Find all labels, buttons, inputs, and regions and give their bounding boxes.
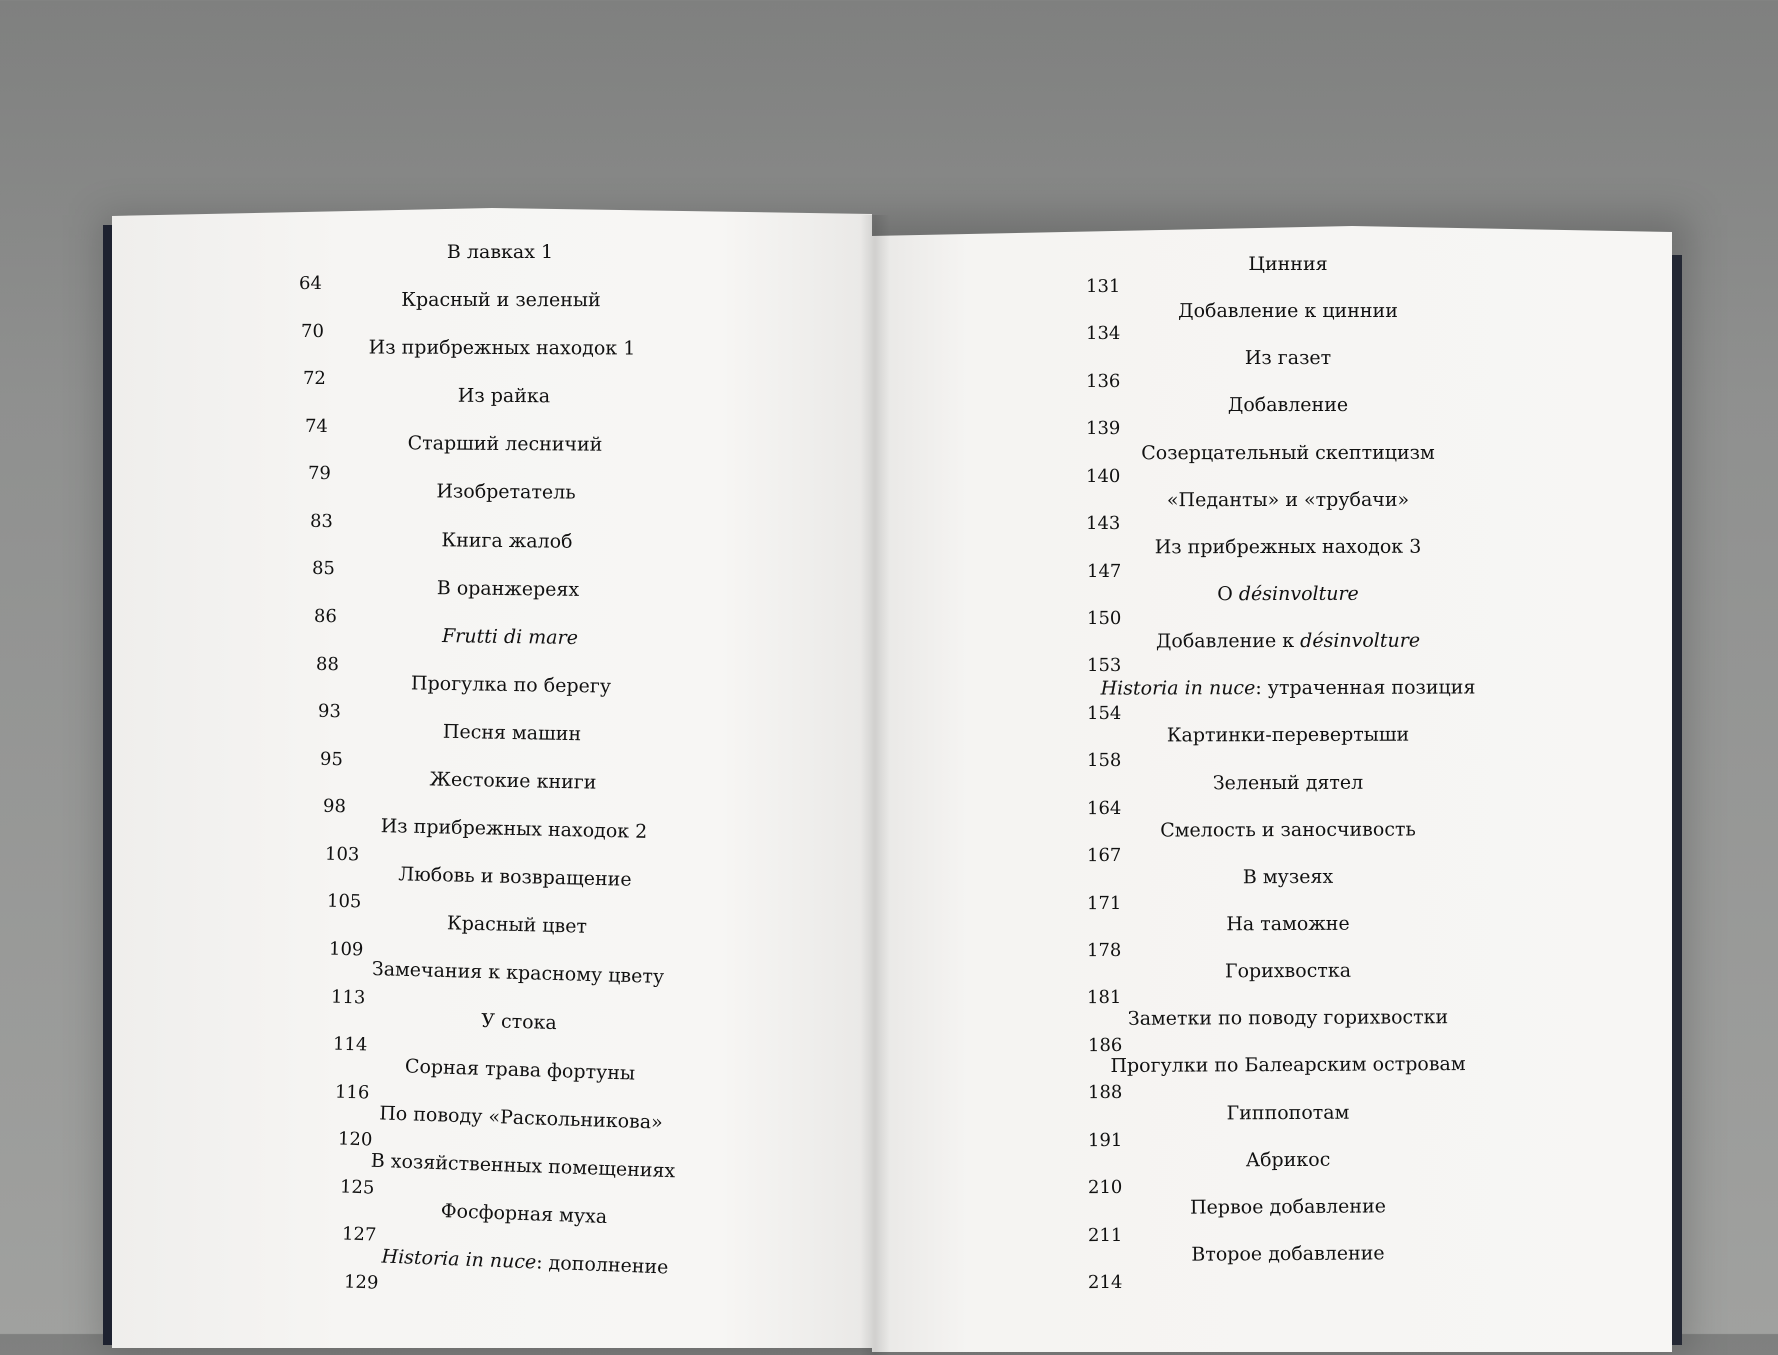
left-toc-page-number: 64: [299, 273, 322, 294]
left-toc-page-number: 125: [339, 1176, 375, 1199]
right-toc-title: Первое добавление: [1189, 1195, 1387, 1219]
right-toc-page-number: 150: [1086, 607, 1122, 630]
left-toc-title: Песня машин: [442, 720, 582, 746]
right-toc-page-number: 211: [1087, 1224, 1123, 1246]
right-toc-title: Из газет: [1244, 347, 1332, 370]
right-toc-page-number: 186: [1087, 1034, 1122, 1056]
right-toc-title: Добавление к désinvolture: [1155, 629, 1421, 653]
left-toc-title: Frutti di mare: [441, 624, 578, 649]
left-toc-title: Красный и зеленый: [401, 288, 601, 312]
left-toc-page-number: 88: [315, 653, 340, 675]
right-toc-title: Из прибрежных находок 3: [1154, 535, 1422, 559]
left-toc-title: Замечания к красному цвету: [371, 958, 665, 989]
left-toc-title: Из прибрежных находок 1: [369, 336, 636, 360]
left-toc-title: Красный цвет: [446, 912, 587, 939]
right-toc-title: Добавление: [1227, 394, 1349, 417]
left-toc-title: Книга жалоб: [441, 528, 573, 553]
right-toc-title: Добавление к циннии: [1178, 300, 1398, 323]
left-toc-title: Любовь и возвращение: [398, 863, 633, 892]
right-toc-title: В музеях: [1242, 865, 1334, 889]
right-toc-page-number: 171: [1087, 892, 1122, 914]
right-toc-title: Historia in nuce: утраченная позиция: [1100, 676, 1476, 700]
right-toc-page-number: 167: [1087, 845, 1122, 867]
left-toc-title: Historia in nuce: дополнение: [381, 1245, 669, 1279]
right-toc-page-number: 140: [1086, 465, 1121, 487]
left-toc-title: В оранжереях: [436, 576, 580, 601]
left-toc-title: Изобретатель: [436, 480, 576, 505]
left-toc-title: Старший лесничий: [407, 432, 603, 457]
left-toc-page-number: 109: [328, 938, 364, 961]
left-toc-title: Прогулка по берегу: [410, 672, 611, 698]
left-toc-page-number: 70: [301, 320, 325, 342]
left-toc-page-number: 85: [311, 558, 335, 580]
right-toc-title: Картинки-перевертыши: [1166, 724, 1410, 747]
right-toc-title: Зеленый дятел: [1212, 771, 1364, 794]
left-toc-page-number: 93: [318, 700, 342, 723]
right-toc-page-number: 131: [1086, 276, 1121, 297]
left-toc-page-number: 114: [332, 1033, 368, 1056]
right-toc-title: На таможне: [1226, 912, 1350, 936]
right-toc-page-number: 147: [1086, 560, 1121, 582]
left-toc-page-number: 113: [330, 986, 366, 1009]
right-toc-page-number: 210: [1087, 1177, 1123, 1199]
right-toc-page-number: 136: [1086, 370, 1121, 392]
right-toc-title: «Педанты» и «трубачи»: [1166, 488, 1410, 511]
left-toc-page-number: 79: [307, 463, 331, 485]
right-toc-page-number: 191: [1087, 1129, 1123, 1151]
left-toc-page-number: 98: [322, 796, 346, 818]
right-toc-page-number: 178: [1087, 939, 1122, 962]
right-toc-page-number: 188: [1087, 1082, 1123, 1104]
right-toc-page-number: 158: [1086, 750, 1122, 772]
right-toc-title: Созерцательный скептицизм: [1141, 441, 1435, 464]
left-toc-title: По поводу «Раскольникова»: [379, 1102, 664, 1134]
right-toc-title: Горихвостка: [1224, 959, 1352, 983]
left-toc-page-number: 103: [324, 843, 360, 866]
left-toc-title: В хозяйственных помещениях: [370, 1149, 676, 1183]
right-toc-title: О désinvolture: [1217, 582, 1359, 606]
right-toc-title: Прогулки по Балеарским островам: [1110, 1053, 1466, 1078]
right-toc-page-number: 134: [1086, 323, 1121, 345]
right-toc-page-number: 214: [1087, 1271, 1123, 1294]
left-toc-title: У стока: [480, 1009, 558, 1034]
left-toc-title: Из райка: [457, 385, 550, 408]
right-toc-title: Заметки по поводу горихвостки: [1127, 1006, 1449, 1031]
right-toc-page-number: 143: [1086, 513, 1121, 535]
left-toc-title: Из прибрежных находок 2: [380, 815, 648, 844]
left-toc-page-number: 72: [303, 368, 327, 390]
left-toc-page-number: 105: [326, 891, 362, 913]
right-toc-title: Гиппопотам: [1226, 1101, 1350, 1124]
right-toc-title: Цинния: [1248, 253, 1328, 275]
right-toc-title: Смелость и заносчивость: [1160, 818, 1416, 842]
left-toc-title: Сорная трава фортуны: [404, 1055, 636, 1085]
left-toc-page-number: 120: [337, 1128, 373, 1151]
right-toc-page-number: 154: [1086, 702, 1122, 724]
right-toc-title: Второе добавление: [1191, 1242, 1385, 1266]
left-toc-page-number: 95: [320, 748, 344, 770]
left-toc-page-number: 129: [343, 1271, 379, 1294]
left-toc-page-number: 116: [335, 1081, 371, 1104]
right-toc-page-number: 153: [1086, 655, 1122, 677]
left-toc-page-number: 127: [341, 1223, 377, 1247]
right-toc-title: Абрикос: [1245, 1148, 1331, 1171]
left-toc-title: Фосфорная муха: [440, 1199, 608, 1228]
left-toc-title: Жестокие книги: [429, 768, 597, 794]
left-toc-title: В лавках 1: [446, 241, 554, 263]
left-toc-page-number: 74: [305, 415, 329, 437]
book-gutter: [860, 215, 890, 1355]
right-toc-page-number: 181: [1087, 987, 1122, 1009]
left-toc-page-number: 86: [313, 605, 338, 628]
right-toc-page-number: 139: [1086, 418, 1121, 440]
right-toc-page-number: 164: [1087, 797, 1122, 819]
left-toc-page-number: 83: [309, 510, 333, 532]
